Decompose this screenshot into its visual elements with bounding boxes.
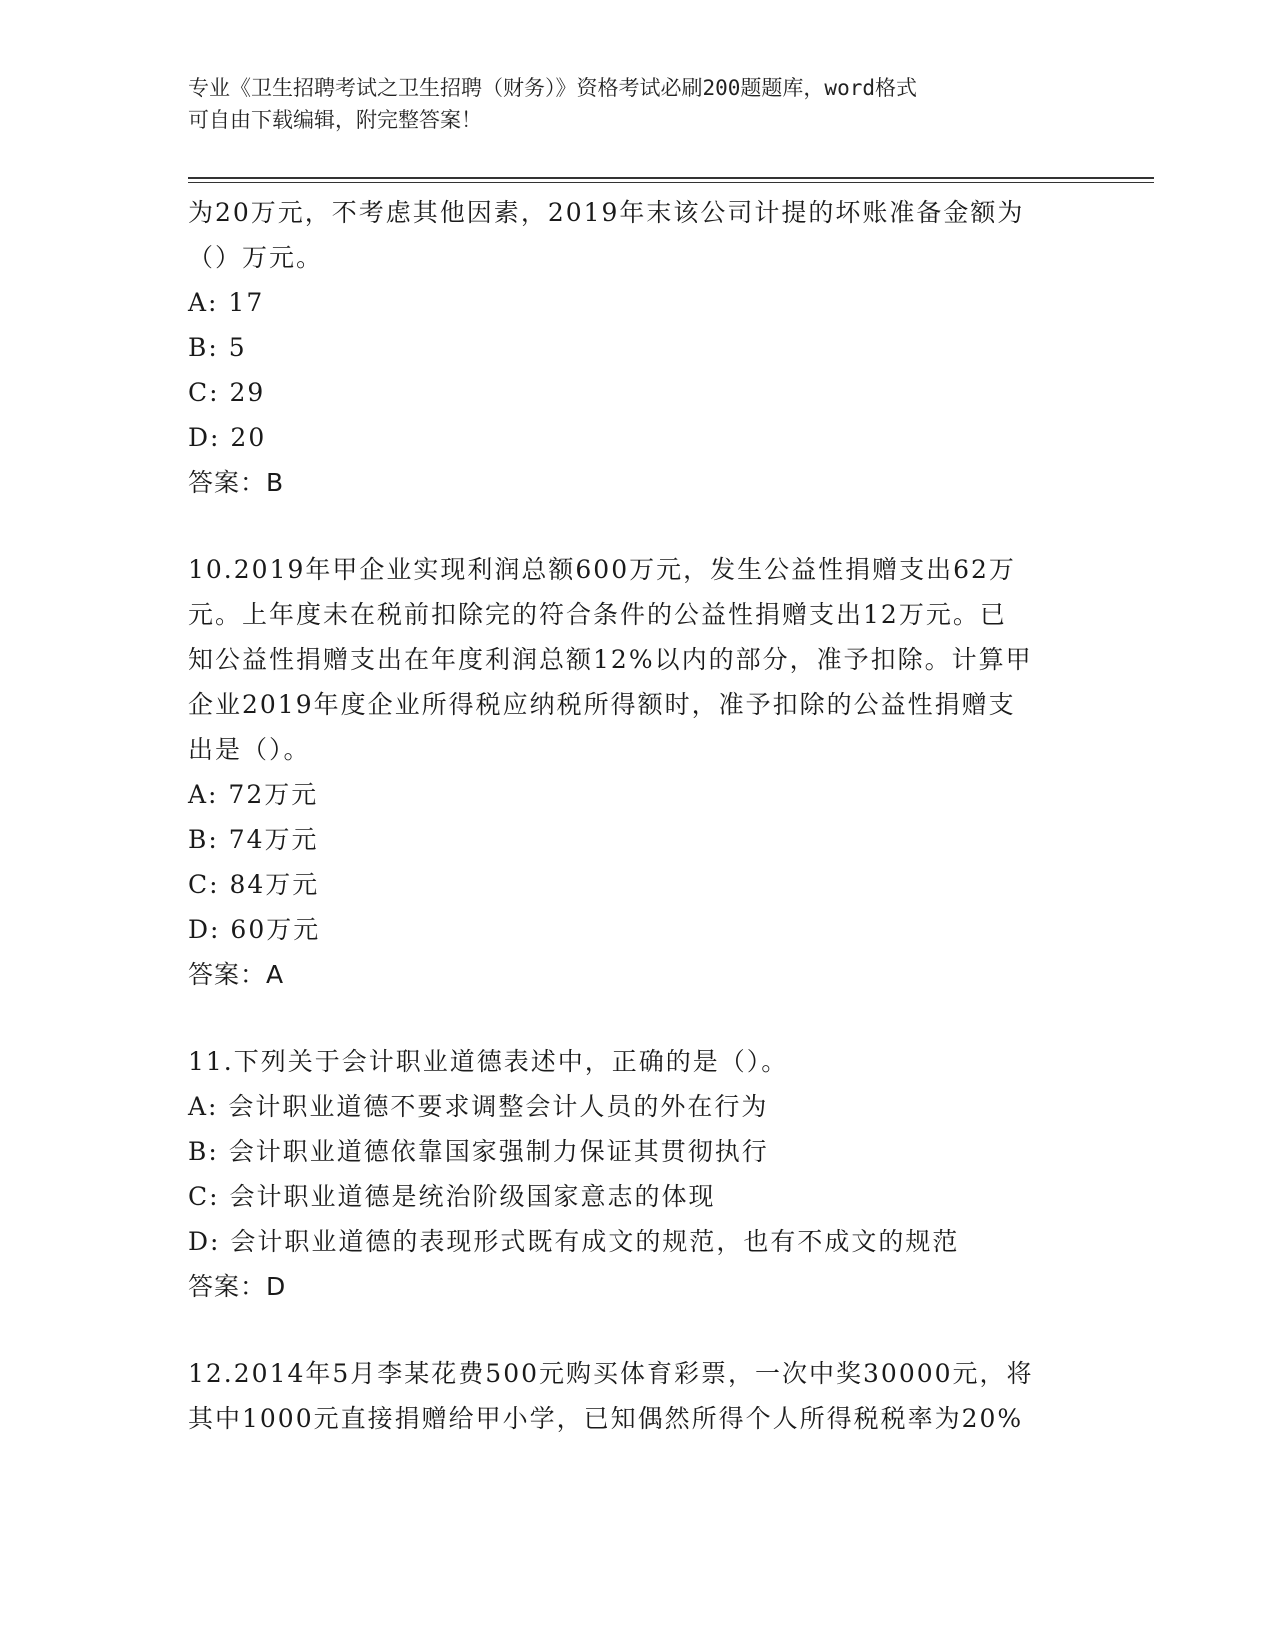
option-c: C: 84万元 <box>188 870 320 899</box>
option-b: B: 会计职业道德依靠国家强制力保证其贯彻执行 <box>188 1137 769 1166</box>
option-a: A: 会计职业道德不要求调整会计人员的外在行为 <box>188 1092 769 1121</box>
header-divider-thin <box>188 182 1154 183</box>
header-divider-thick <box>188 177 1154 179</box>
question-content <box>188 190 1088 1441</box>
document-header <box>188 72 1088 136</box>
question-stem-line: 12.2014年5月李某花费500元购买体育彩票，一次中奖30000元，将 <box>188 1359 1034 1388</box>
question-stem-line: 为20万元，不考虑其他因素，2019年末该公司计提的坏账准备金额为 <box>188 198 1025 227</box>
question-12 <box>188 1351 1088 1441</box>
header-title-line-2: 可自由下载编辑，附完整答案！ <box>188 108 482 132</box>
question-stem-line: 11.下列关于会计职业道德表述中，正确的是（）。 <box>188 1047 789 1076</box>
question-stem-line: 企业2019年度企业所得税应纳税所得额时，准予扣除的公益性捐赠支 <box>188 690 1016 719</box>
question-stem-line: 10.2019年甲企业实现利润总额600万元，发生公益性捐赠支出62万 <box>188 555 1016 584</box>
question-9 <box>188 190 1088 505</box>
question-11 <box>188 1039 1088 1309</box>
answer-label: 答案：A <box>188 960 285 989</box>
question-stem-line: （）万元。 <box>188 243 324 272</box>
option-d: D: 20 <box>188 423 267 452</box>
option-d: D: 60万元 <box>188 915 321 944</box>
question-stem-line: 出是（）。 <box>188 735 311 764</box>
option-d: D: 会计职业道德的表现形式既有成文的规范，也有不成文的规范 <box>188 1227 960 1256</box>
option-b: B: 74万元 <box>188 825 319 854</box>
option-c: C: 会计职业道德是统治阶级国家意志的体现 <box>188 1182 716 1211</box>
answer-label: 答案：B <box>188 468 285 497</box>
option-c: C: 29 <box>188 378 266 407</box>
question-stem-line: 元。上年度未在税前扣除完的符合条件的公益性捐赠支出12万元。已 <box>188 600 1007 629</box>
question-stem-line: 其中1000元直接捐赠给甲小学，已知偶然所得个人所得税税率为20% <box>188 1404 1024 1433</box>
option-a: A: 17 <box>188 288 265 317</box>
question-stem-line: 知公益性捐赠支出在年度利润总额12%以内的部分，准予扣除。计算甲 <box>188 645 1033 674</box>
answer-label: 答案：D <box>188 1272 287 1301</box>
option-b: B: 5 <box>188 333 247 362</box>
option-a: A: 72万元 <box>188 780 319 809</box>
header-title-line-1: 专业《卫生招聘考试之卫生招聘（财务）》资格考试必刷200题题库，word格式 <box>188 76 917 100</box>
question-10 <box>188 547 1088 997</box>
